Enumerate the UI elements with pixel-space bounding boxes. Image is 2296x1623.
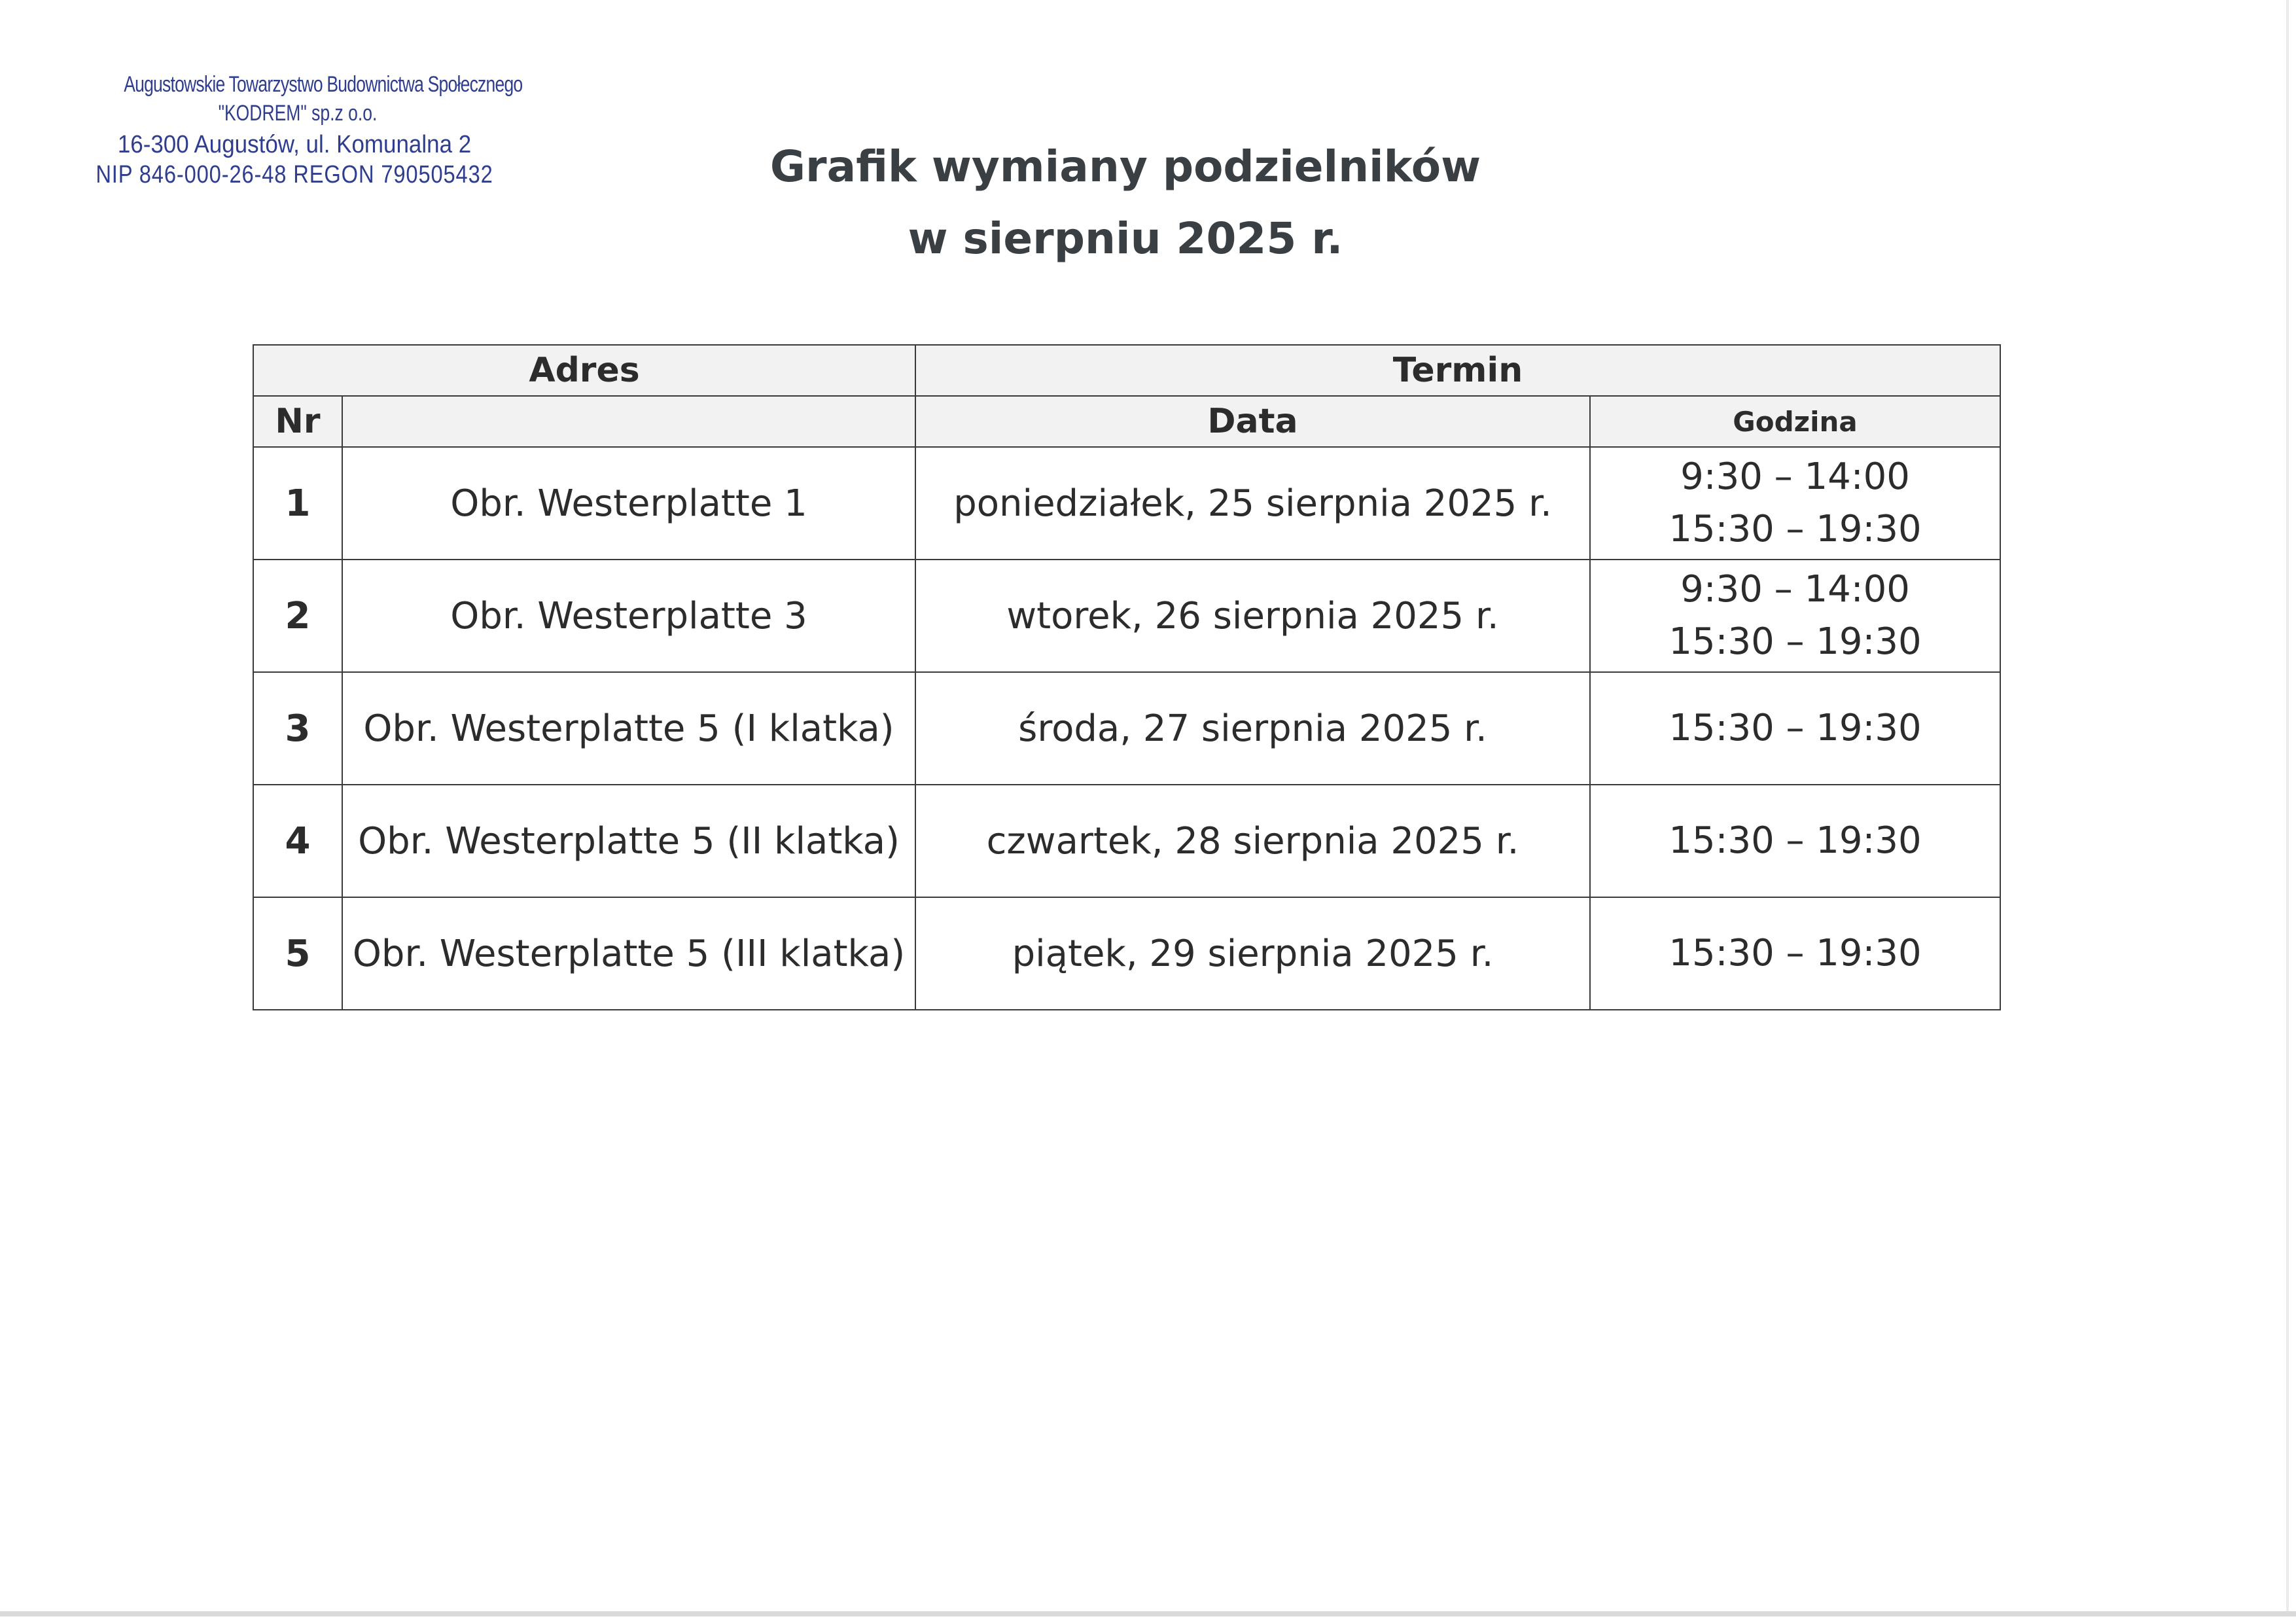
table-row (253, 447, 2000, 560)
header-term: Termin (915, 345, 2000, 396)
time-range: 9:30 – 14:00 (1680, 568, 1910, 611)
title-line-2: w sierpniu 2025 r. (908, 213, 1343, 264)
row-date: piątek, 29 sierpnia 2025 r. (915, 897, 1590, 1010)
row-date: poniedziałek, 25 sierpnia 2025 r. (915, 447, 1590, 560)
time-range: 15:30 – 19:30 (1669, 707, 1922, 749)
header-address: Adres (253, 345, 915, 396)
table-row (253, 897, 2000, 1010)
row-number: 1 (253, 447, 342, 560)
row-hours (1590, 672, 2000, 785)
table-row (253, 785, 2000, 897)
table-row (253, 672, 2000, 785)
time-range: 15:30 – 19:30 (1669, 508, 1922, 550)
table-header-row-2 (253, 396, 2000, 447)
row-address: Obr. Westerplatte 5 (III klatka) (342, 897, 915, 1010)
row-date: czwartek, 28 sierpnia 2025 r. (915, 785, 1590, 897)
company-stamp (72, 73, 543, 187)
row-number: 4 (253, 785, 342, 897)
row-number: 2 (253, 560, 342, 672)
header-hour: Godzina (1590, 396, 2000, 447)
row-date: środa, 27 sierpnia 2025 r. (915, 672, 1590, 785)
row-date: wtorek, 26 sierpnia 2025 r. (915, 560, 1590, 672)
row-address: Obr. Westerplatte 1 (342, 447, 915, 560)
row-number: 3 (253, 672, 342, 785)
header-date: Data (915, 396, 1590, 447)
scan-edge-bottom (0, 1611, 2296, 1616)
scan-edge-right (2286, 0, 2289, 1611)
header-nr: Nr (253, 396, 342, 447)
stamp-nip-regon: NIP 846-000-26-48 REGON 790505432 (96, 161, 493, 188)
row-hours (1590, 447, 2000, 560)
row-address: Obr. Westerplatte 5 (I klatka) (342, 672, 915, 785)
row-hours (1590, 785, 2000, 897)
stamp-company-short: "KODREM" sp.z o.o. (218, 101, 378, 126)
row-number: 5 (253, 897, 342, 1010)
time-range: 15:30 – 19:30 (1669, 620, 1922, 663)
row-hours (1590, 897, 2000, 1010)
time-range: 15:30 – 19:30 (1669, 819, 1922, 862)
time-range: 15:30 – 19:30 (1669, 932, 1922, 974)
table-header-row-1 (253, 345, 2000, 396)
row-address: Obr. Westerplatte 3 (342, 560, 915, 672)
document-title (654, 131, 1597, 275)
stamp-address: 16-300 Augustów, ul. Komunalna 2 (117, 131, 472, 158)
row-address: Obr. Westerplatte 5 (II klatka) (342, 785, 915, 897)
title-line-1: Grafik wymiany podzielników (769, 141, 1481, 192)
row-hours (1590, 560, 2000, 672)
schedule-table (253, 344, 2001, 1010)
table-row (253, 560, 2000, 672)
header-address-blank (342, 396, 915, 447)
time-range: 9:30 – 14:00 (1680, 455, 1910, 498)
stamp-company-name: Augustowskie Towarzystwo Budownictwa Społecznego (124, 72, 523, 97)
